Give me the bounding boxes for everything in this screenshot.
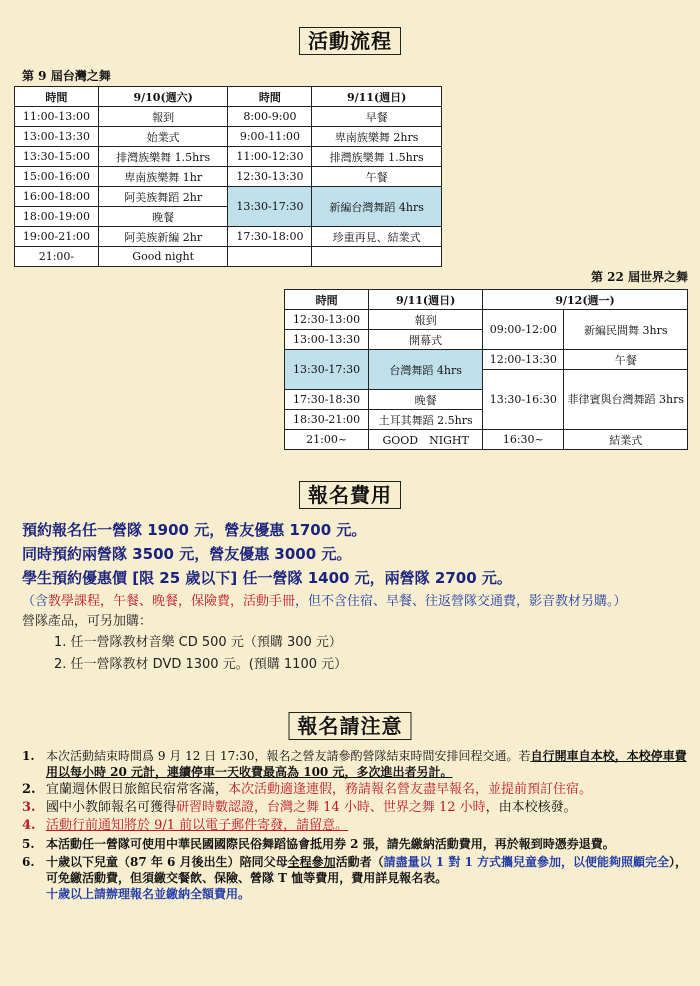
table-cell: 18:00-19:00 bbox=[15, 207, 99, 227]
event1-title: 第 9 屆台灣之舞 bbox=[22, 69, 111, 83]
table-row bbox=[285, 310, 688, 330]
list-item bbox=[18, 854, 690, 902]
table-cell: GOOD NIGHT bbox=[369, 430, 483, 450]
event2-title: 第 22 屆世界之舞 bbox=[590, 270, 688, 284]
notice-list bbox=[18, 748, 690, 904]
table-cell: 卑南族樂舞 2hrs bbox=[312, 127, 442, 147]
table-cell: 8:00-9:00 bbox=[228, 107, 312, 127]
table-cell: 晚餐 bbox=[98, 207, 228, 227]
table-header-row bbox=[15, 87, 442, 107]
table-cell: 報到 bbox=[369, 310, 483, 330]
table-cell: 晚餐 bbox=[369, 390, 483, 410]
table-cell: 11:00-13:00 bbox=[15, 107, 99, 127]
notice-text: ，由本校核發。 bbox=[485, 800, 577, 815]
fee-line: 學生預約優惠價 [限 25 歲以下] 任一營隊 1400 元，兩營隊 2700 元。 bbox=[22, 569, 512, 587]
table-cell: 19:00-21:00 bbox=[15, 227, 99, 247]
table-cell: 09:00-12:00 bbox=[483, 310, 564, 350]
header-cell: 時間 bbox=[285, 290, 369, 310]
table-row bbox=[285, 430, 688, 450]
table-cell: 阿美族新編 2hr bbox=[98, 227, 228, 247]
table-cell: 9:00-11:00 bbox=[228, 127, 312, 147]
notice-text: 十歲以下兒童（87 年 6 月後出生）陪同父母 bbox=[46, 855, 288, 869]
table-cell: 12:30-13:00 bbox=[285, 310, 369, 330]
header-cell: 9/10(週六) bbox=[98, 87, 228, 107]
fee-line: 同時預約兩營隊 3500 元，營友優惠 3000 元。 bbox=[22, 545, 352, 563]
table-cell: 15:00-16:00 bbox=[15, 167, 99, 187]
notice-text: 本次活動結束時間爲 9 月 12 日 17:30，報名之營友請參酌營隊結束時間安排回程交通。若 bbox=[46, 749, 531, 763]
note-open: （含 bbox=[22, 594, 49, 609]
item-number: 5. bbox=[22, 837, 35, 851]
table-cell: 台灣舞蹈 4hrs bbox=[369, 350, 483, 390]
notice-text-highlight: 活動行前通知將於 9/1 前以電子郵件寄發，請留意。 bbox=[46, 818, 349, 833]
table-row bbox=[15, 107, 442, 127]
table-cell: 16:30~ bbox=[483, 430, 564, 450]
header-cell: 9/11(週日) bbox=[312, 87, 442, 107]
item-number: 1. bbox=[22, 749, 35, 763]
notice-text: 全程參加 bbox=[287, 855, 336, 869]
table-row bbox=[15, 127, 442, 147]
table-cell: 早餐 bbox=[312, 107, 442, 127]
header-cell: 9/11(週日) bbox=[369, 290, 483, 310]
table-cell: 13:30-17:30 bbox=[228, 187, 312, 227]
table-cell: 開幕式 bbox=[369, 330, 483, 350]
table-cell: 排灣族樂舞 1.5hrs bbox=[312, 147, 442, 167]
table-cell: 13:30-15:00 bbox=[15, 147, 99, 167]
table-cell: 新編民間舞 3hrs bbox=[564, 310, 688, 350]
header-cell: 時間 bbox=[228, 87, 312, 107]
table-row bbox=[15, 167, 442, 187]
addon-item: 2. 任一營隊教材 DVD 1300 元。(預購 1100 元） bbox=[54, 657, 348, 672]
fee-includes-note bbox=[22, 592, 672, 612]
note-rest: ，但不含住宿、早餐、往返營隊交通費，影音教材另購。） bbox=[295, 594, 627, 609]
table-cell: 16:00-18:00 bbox=[15, 187, 99, 207]
table-cell: 11:00-12:30 bbox=[228, 147, 312, 167]
item-number: 4. bbox=[22, 818, 36, 833]
table-cell: 珍重再見、結業式 bbox=[312, 227, 442, 247]
item-number: 6. bbox=[22, 855, 35, 869]
table-cell: 12:00-13:30 bbox=[483, 350, 564, 370]
note-included-items: 教學課程，午餐、晚餐，保險費，活動手冊 bbox=[48, 594, 296, 609]
list-item bbox=[18, 748, 690, 780]
table-cell: 午餐 bbox=[564, 350, 688, 370]
event1-schedule-table bbox=[14, 86, 442, 267]
table-cell: 始業式 bbox=[98, 127, 228, 147]
table-cell: 17:30-18:30 bbox=[285, 390, 369, 410]
table-cell: 土耳其舞蹈 2.5hrs bbox=[369, 410, 483, 430]
header-cell: 9/12(週一) bbox=[483, 290, 688, 310]
notice-title: 報名請注意 bbox=[289, 712, 412, 740]
notice-text: 活動者（ bbox=[335, 855, 384, 869]
notice-text: 本活動任一營隊可使用中華民國國際民俗舞蹈協會抵用券 2 張，請先繳納活動費用，再於報到時憑券退費。 bbox=[46, 837, 615, 851]
table-cell: 卑南族樂舞 1hr bbox=[98, 167, 228, 187]
event2-schedule-table bbox=[284, 289, 688, 450]
table-row bbox=[15, 147, 442, 167]
table-row bbox=[15, 227, 442, 247]
schedule-title: 活動流程 bbox=[299, 27, 401, 55]
table-cell: 報到 bbox=[98, 107, 228, 127]
list-item bbox=[18, 800, 690, 816]
table-cell: 18:30-21:00 bbox=[285, 410, 369, 430]
addon-title: 營隊產品，可另加購： bbox=[22, 614, 153, 629]
notice-text: 宜蘭週休假日旅館民宿常客滿， bbox=[46, 782, 229, 797]
list-item bbox=[18, 782, 690, 798]
item-number: 2. bbox=[22, 782, 36, 797]
table-cell: 新編台灣舞蹈 4hrs bbox=[312, 187, 442, 227]
item-number: 3. bbox=[22, 800, 36, 815]
table-row bbox=[15, 187, 442, 207]
table-cell: 結業式 bbox=[564, 430, 688, 450]
notice-text: 自行開車自本校，本校停車費用以每小時 20 元計，連續停車一天收費最高為 100 元，多次進出者另計。 bbox=[46, 749, 687, 779]
addon-item: 1. 任一營隊教材音樂 CD 500 元（預購 300 元） bbox=[54, 635, 342, 650]
table-cell: 午餐 bbox=[312, 167, 442, 187]
notice-text-highlight: 十歲以上請辦理報名並繳納全額費用。 bbox=[46, 887, 251, 901]
table-cell: 排灣族樂舞 1.5hrs bbox=[98, 147, 228, 167]
table-cell: 13:30-17:30 bbox=[285, 350, 369, 390]
table-row bbox=[15, 247, 442, 267]
notice-text-highlight: 本次活動適逢連假，務請報名營友盡早報名，並提前預訂住宿。 bbox=[228, 782, 593, 797]
table-cell: 13:00-13:30 bbox=[285, 330, 369, 350]
fee-line: 預約報名任一營隊 1900 元，營友優惠 1700 元。 bbox=[22, 521, 367, 539]
table-cell: 21:00~ bbox=[285, 430, 369, 450]
table-cell: 菲律賓與台灣舞蹈 3hrs bbox=[564, 370, 688, 430]
notice-text: 國中小教師報名可獲得 bbox=[46, 800, 177, 815]
table-cell bbox=[312, 247, 442, 267]
list-item bbox=[18, 836, 690, 852]
table-row bbox=[285, 350, 688, 370]
fees-section bbox=[22, 518, 672, 676]
header-cell: 時間 bbox=[15, 87, 99, 107]
notice-text-highlight: 請盡量以 1 對 1 方式攜兒童參加，以便能夠照顧完全 bbox=[383, 855, 670, 869]
table-cell: 17:30-18:00 bbox=[228, 227, 312, 247]
table-cell: Good night bbox=[98, 247, 228, 267]
table-cell: 13:30-16:30 bbox=[483, 370, 564, 430]
table-cell: 12:30-13:30 bbox=[228, 167, 312, 187]
fees-title: 報名費用 bbox=[299, 481, 401, 509]
notice-text-highlight: 研習時數認證，台灣之舞 14 小時、世界之舞 12 小時 bbox=[176, 800, 486, 815]
table-cell: 阿美族舞蹈 2hr bbox=[98, 187, 228, 207]
table-header-row bbox=[285, 290, 688, 310]
notice-text: ），可免繳活動費，但須繳交餐飲、保險、營隊 T 恤等費用，費用詳見報名表。 bbox=[46, 855, 688, 885]
table-cell: 13:00-13:30 bbox=[15, 127, 99, 147]
list-item bbox=[18, 818, 690, 834]
table-cell bbox=[228, 247, 312, 267]
table-cell: 21:00- bbox=[15, 247, 99, 267]
